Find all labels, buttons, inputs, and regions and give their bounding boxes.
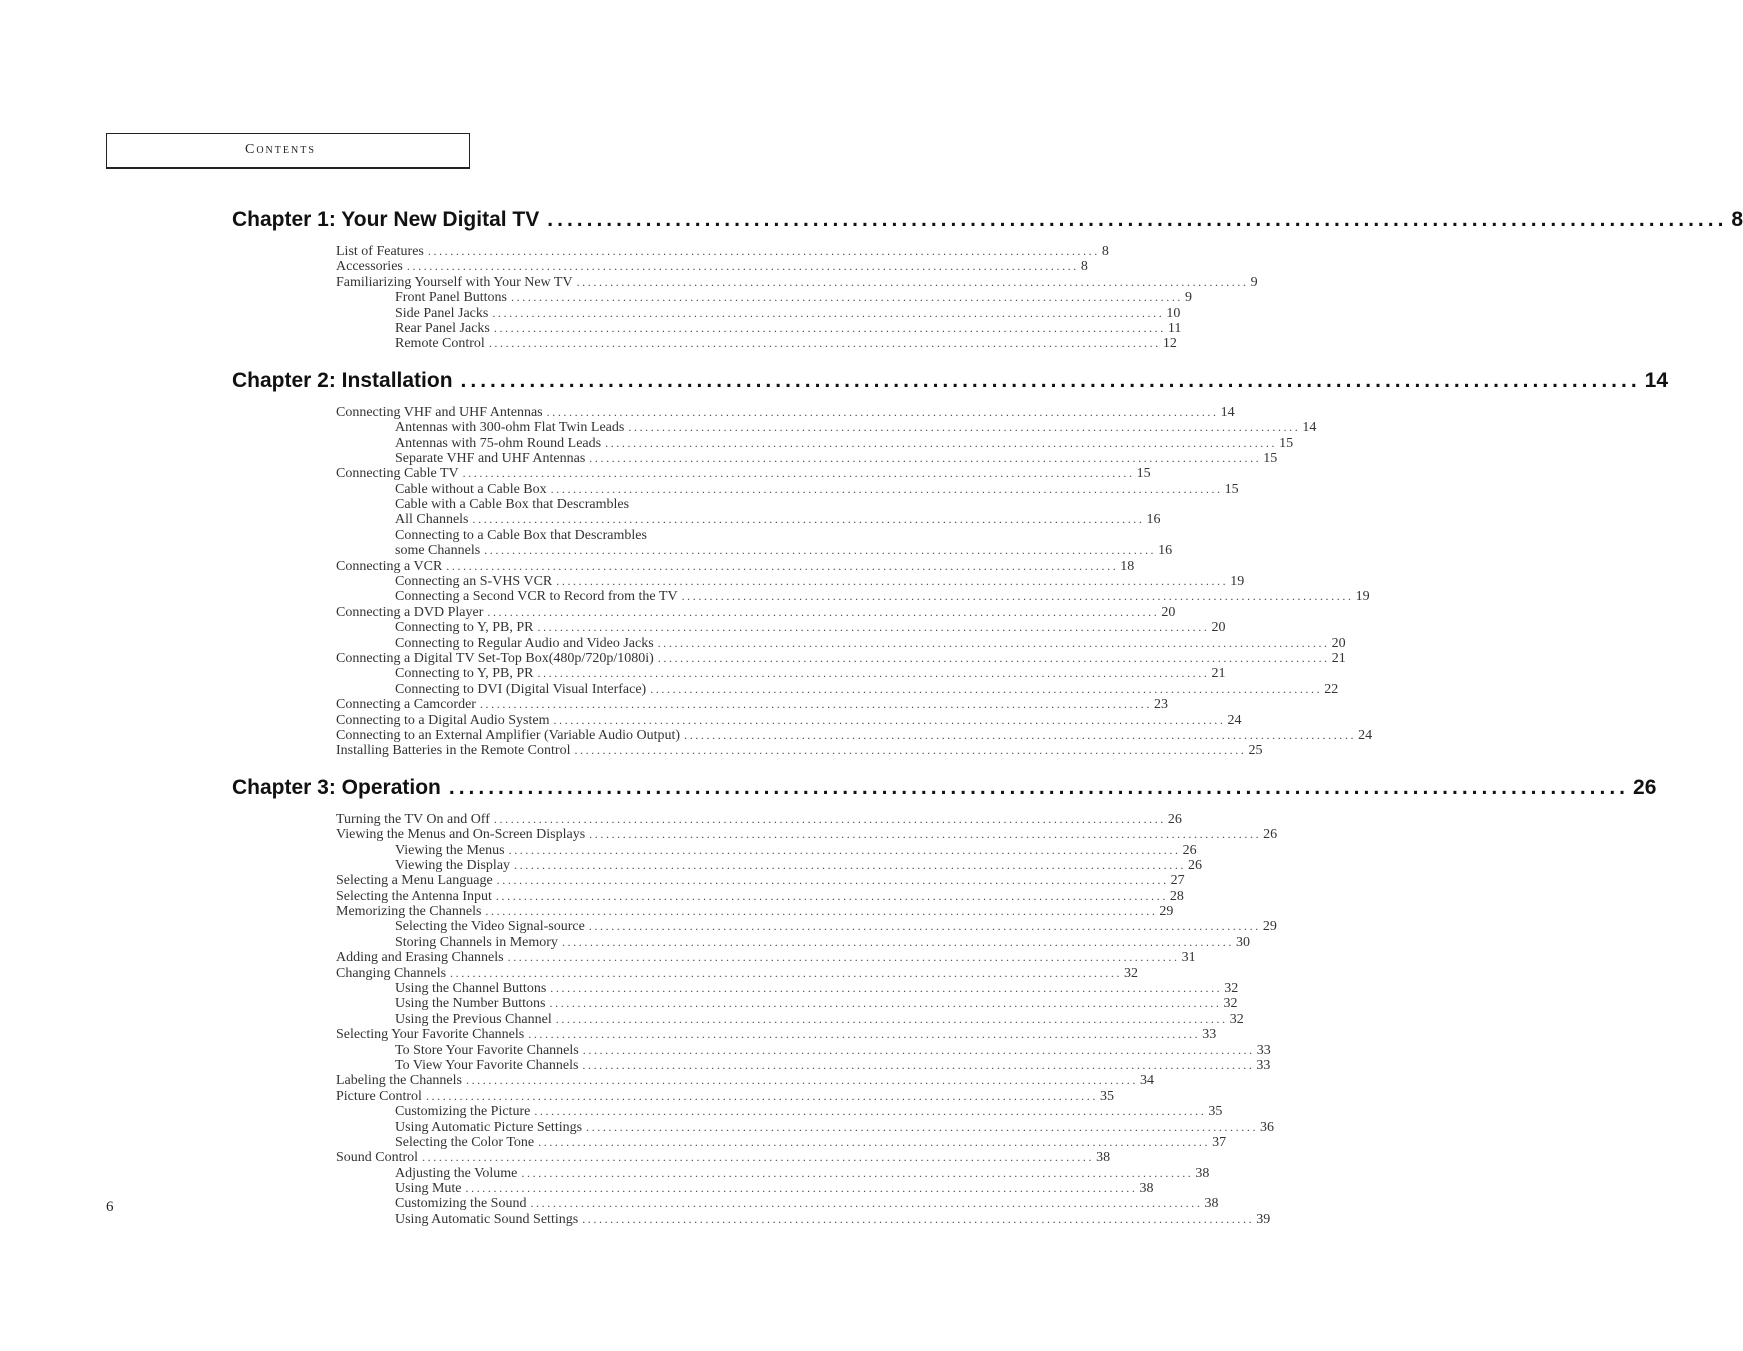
toc-entry-title: Selecting the Video Signal-source [395, 919, 585, 935]
dot-leader: ........................................................................................................................ [462, 466, 1135, 481]
dot-leader: ........................................................................................................................ [657, 635, 1330, 650]
dot-leader: ........................................................................................................................ [528, 1027, 1201, 1042]
dot-leader: ........................................................................................................................ [460, 368, 1641, 392]
toc-entry-page-number: 38 [1139, 1181, 1154, 1197]
chapter-heading[interactable] [232, 775, 1657, 810]
toc-entry[interactable] [232, 435, 1294, 451]
toc-entry[interactable] [232, 1057, 1271, 1073]
toc-entry-title: Sound Control [336, 1150, 419, 1166]
toc-entry-title: Viewing the Menus [395, 842, 505, 858]
chapter-heading[interactable] [232, 208, 1743, 242]
toc-entry[interactable] [232, 712, 1242, 728]
toc-entry[interactable] [232, 842, 1197, 858]
toc-entry-page-number: 32 [1224, 981, 1239, 997]
dot-leader: ........................................................................................................................ [534, 1104, 1207, 1119]
toc-entry[interactable] [232, 904, 1174, 920]
toc-entry-page-number: 37 [1212, 1134, 1227, 1150]
dot-leader: ........................................................................................................................ [546, 404, 1219, 419]
toc-entry-page-number: 10 [1166, 305, 1181, 321]
toc-entry[interactable] [232, 574, 1245, 590]
toc-entry[interactable] [232, 1119, 1275, 1135]
toc-entry-title: Cable with a Cable Box that Descrambles [395, 497, 630, 513]
toc-entry[interactable] [232, 811, 1182, 827]
dot-leader: ........................................................................................................................ [508, 842, 1181, 857]
toc-entry[interactable] [232, 512, 1161, 528]
dot-leader: ........................................................................................................................ [450, 965, 1123, 980]
dot-leader: ........................................................................................................................ [589, 450, 1262, 465]
toc-entry-page-number: 8 [1080, 259, 1088, 275]
chapter-page-number: 14 [1644, 368, 1669, 392]
toc-entry-title: Connecting a DVD Player [336, 604, 484, 620]
toc-entry[interactable] [232, 244, 1109, 259]
chapter-entries [232, 244, 1258, 352]
toc-entry[interactable] [232, 589, 1370, 605]
toc-entry-page-number: 33 [1256, 1057, 1271, 1073]
chapter-entries [232, 404, 1373, 759]
toc-entry-title: Using the Channel Buttons [395, 981, 547, 997]
toc-entry-page-number: 26 [1188, 857, 1203, 873]
page-title: Contents [245, 142, 316, 157]
toc-entry-title: To View Your Favorite Channels [395, 1057, 579, 1073]
dot-leader: ........................................................................................................................ [582, 1211, 1255, 1226]
toc-entry-page-number: 29 [1159, 904, 1174, 920]
toc-entry-title: Connecting a Second VCR to Record from the TV [395, 589, 678, 605]
toc-entry-page-number: 19 [1230, 574, 1245, 590]
toc-entry-page-number: 32 [1124, 965, 1139, 981]
toc-entry[interactable] [232, 1042, 1271, 1058]
toc-entry-title: Connecting a Camcorder [336, 697, 476, 713]
toc-entry-page-number: 26 [1263, 827, 1278, 843]
chapter-page-number: 26 [1633, 775, 1657, 799]
dot-leader: ........................................................................................................................ [511, 290, 1184, 305]
toc-entry[interactable] [232, 1211, 1271, 1227]
dot-leader: ........................................................................................................................ [586, 1119, 1259, 1134]
dot-leader: ........................................................................................................................ [514, 857, 1187, 872]
dot-leader: ........................................................................................................................ [553, 712, 1226, 727]
toc-entry-page-number: 8 [1101, 244, 1109, 259]
toc-entry[interactable] [232, 827, 1278, 843]
toc-entry-title: Rear Panel Jacks [395, 320, 490, 336]
toc-entry-title: Using the Previous Channel [395, 1011, 552, 1027]
toc-entry-page-number: 21 [1211, 666, 1226, 682]
toc-entry-page-number: 39 [1256, 1211, 1271, 1227]
toc-entry-page-number: 20 [1211, 620, 1226, 636]
toc-entry-title: Connecting a Digital TV Set-Top Box(480p/720p/1080i) [336, 650, 654, 666]
toc-entry-title: Connecting an S-VHS VCR [395, 574, 553, 590]
dot-leader: ........................................................................................................................ [530, 1196, 1203, 1211]
toc-entry-title: Familiarizing Yourself with Your New TV [336, 274, 573, 290]
toc-entry[interactable] [232, 274, 1258, 290]
toc-entry-title: Antennas with 75-ohm Round Leads [395, 435, 602, 451]
dot-leader: ........................................................................................................................ [496, 873, 1169, 888]
chapter-title: Chapter 3: Operation [232, 775, 441, 799]
toc-entry[interactable] [232, 934, 1250, 950]
dot-leader: ........................................................................................................................ [684, 727, 1357, 742]
toc-entry-title: Customizing the Sound [395, 1196, 527, 1212]
dot-leader: ........................................................................................................................ [589, 827, 1262, 842]
toc-entry[interactable] [232, 981, 1239, 997]
toc-entry[interactable] [232, 635, 1346, 651]
toc-entry-page-number: 35 [1208, 1104, 1223, 1120]
toc-entry-page-number: 15 [1136, 466, 1151, 482]
toc-entry-page-number: 18 [1120, 558, 1135, 574]
toc-entry-title: Selecting a Menu Language [336, 873, 493, 889]
dot-leader: ........................................................................................................................ [588, 919, 1261, 934]
toc-entry[interactable] [232, 543, 1173, 559]
toc-entry[interactable] [232, 888, 1184, 904]
toc-entry-page-number: 14 [1220, 404, 1235, 420]
toc-entry-page-number: 16 [1158, 543, 1173, 559]
toc-entry-title: Using Automatic Picture Settings [395, 1119, 583, 1135]
toc-entry[interactable] [232, 1150, 1111, 1166]
toc-entry[interactable] [232, 666, 1226, 682]
toc-entry-title: Viewing the Menus and On-Screen Displays [336, 827, 586, 843]
dot-leader: ........................................................................................................................ [549, 996, 1222, 1011]
toc-entry-title: Storing Channels in Memory [395, 934, 558, 950]
toc-entry[interactable] [232, 336, 1177, 352]
toc-entry[interactable] [232, 965, 1139, 981]
dot-leader: ........................................................................................................................ [574, 743, 1247, 758]
dot-leader: ........................................................................................................................ [492, 305, 1165, 320]
toc-entry-page-number: 24 [1358, 727, 1373, 743]
toc-entry-page-number: 16 [1146, 512, 1161, 528]
toc-entry-page-number: 9 [1185, 290, 1193, 306]
toc-entry-page-number: 9 [1250, 274, 1258, 290]
toc-entry-title: Selecting the Antenna Input [336, 888, 492, 904]
toc-entry[interactable] [232, 404, 1235, 420]
dot-leader: ........................................................................................................................ [628, 420, 1301, 435]
toc-entry[interactable] [232, 466, 1151, 482]
dot-leader: ........................................................................................................................ [582, 1042, 1255, 1057]
toc-entry-page-number: 31 [1181, 950, 1196, 966]
dot-leader: ........................................................................................................................ [576, 274, 1249, 289]
contents-header-box [106, 133, 470, 169]
toc-entry-title: All Channels [395, 512, 469, 528]
toc-entry-page-number: 27 [1170, 873, 1185, 889]
dot-leader: ........................................................................................................................ [493, 811, 1166, 826]
toc-entry-page-number: 11 [1167, 320, 1182, 336]
toc-entry-page-number: 33 [1202, 1027, 1217, 1043]
toc-entry-title: Installing Batteries in the Remote Control [336, 743, 571, 759]
table-of-contents [232, 208, 1743, 1244]
toc-entry-page-number: 34 [1139, 1073, 1154, 1089]
toc-entry-title: Accessories [336, 259, 403, 275]
toc-entry-page-number: 38 [1204, 1196, 1219, 1212]
dot-leader: ........................................................................................................................ [495, 888, 1168, 903]
toc-entry-page-number: 23 [1153, 697, 1168, 713]
toc-entry[interactable] [232, 857, 1203, 873]
toc-entry[interactable] [232, 497, 804, 512]
toc-entry-title: Adjusting the Volume [395, 1165, 518, 1181]
dot-leader: ........................................................................................................................ [487, 604, 1160, 619]
dot-leader: ........................................................................................................................ [507, 950, 1180, 965]
toc-entry[interactable] [232, 420, 1317, 436]
dot-leader: ........................................................................................................................ [465, 1073, 1138, 1088]
toc-entry-title: To Store Your Favorite Channels [395, 1042, 579, 1058]
dot-leader: ........................................................................................................................ [406, 259, 1079, 274]
dot-leader: ........................................................................................................................ [446, 558, 1119, 573]
toc-entry[interactable] [232, 320, 1182, 336]
toc-entry-page-number: 36 [1260, 1119, 1275, 1135]
toc-entry-title: some Channels [395, 543, 481, 559]
toc-entry-title: Using Mute [395, 1181, 462, 1197]
toc-entry-title: Cable without a Cable Box [395, 481, 547, 497]
dot-leader: ........................................................................................................................ [550, 981, 1223, 996]
toc-entry-page-number: 24 [1227, 712, 1242, 728]
dot-leader: ........................................................................................................................ [472, 512, 1145, 527]
toc-entry[interactable] [232, 1165, 1210, 1181]
toc-entry-title: Labeling the Channels [336, 1073, 462, 1089]
dot-leader: ........................................................................................................................ [582, 1057, 1255, 1072]
chapter-heading[interactable] [232, 368, 1669, 403]
toc-entry-title: Selecting Your Favorite Channels [336, 1027, 525, 1043]
toc-entry-page-number: 21 [1331, 650, 1346, 666]
toc-entry-title: Separate VHF and UHF Antennas [395, 450, 586, 466]
toc-entry-page-number: 12 [1162, 336, 1177, 352]
dot-leader: ........................................................................................................................ [555, 1011, 1228, 1026]
dot-leader: ........................................................................................................................ [550, 481, 1223, 496]
toc-entry-title: Connecting a VCR [336, 558, 443, 574]
toc-entry-page-number: 19 [1355, 589, 1370, 605]
toc-entry[interactable] [232, 450, 1278, 466]
page-number: 6 [106, 1199, 114, 1215]
toc-entry-title: Connecting to a Digital Audio System [336, 712, 550, 728]
toc-entry-title: Connecting VHF and UHF Antennas [336, 404, 543, 420]
toc-entry-page-number: 28 [1169, 888, 1184, 904]
toc-entry[interactable] [232, 1088, 1114, 1104]
toc-entry-page-number: 20 [1331, 635, 1346, 651]
chapter-title: Chapter 2: Installation [232, 368, 453, 392]
toc-entry[interactable] [232, 1027, 1217, 1043]
dot-leader: ........................................................................................................................ [427, 244, 1100, 258]
toc-entry[interactable] [232, 681, 1339, 697]
toc-entry[interactable] [232, 743, 1263, 759]
toc-entry[interactable] [232, 558, 1135, 574]
toc-entry-page-number: 26 [1167, 811, 1182, 827]
toc-entry[interactable] [232, 650, 1346, 666]
toc-entry-title: Using Automatic Sound Settings [395, 1211, 579, 1227]
dot-leader: ........................................................................................................................ [547, 208, 1728, 231]
toc-entry-page-number: 33 [1256, 1042, 1271, 1058]
dot-leader: ........................................................................................................................ [521, 1165, 1194, 1180]
toc-entry-title: Front Panel Buttons [395, 290, 508, 306]
toc-entry[interactable] [232, 919, 1277, 935]
toc-entry-page-number: 26 [1182, 842, 1197, 858]
toc-entry-page-number: 32 [1223, 996, 1238, 1012]
toc-entry[interactable] [232, 1134, 1227, 1150]
toc-entry[interactable] [232, 1181, 1154, 1197]
chapter-entries [232, 811, 1278, 1228]
toc-entry-title: Antennas with 300-ohm Flat Twin Leads [395, 420, 625, 436]
toc-entry-page-number: 15 [1263, 450, 1278, 466]
dot-leader: ........................................................................................................................ [605, 435, 1278, 450]
toc-entry-page-number: 38 [1195, 1165, 1210, 1181]
dot-leader: ........................................................................................................................ [465, 1181, 1138, 1196]
toc-entry-title: Connecting to a Cable Box that Descrambles [395, 527, 647, 543]
toc-entry[interactable] [232, 697, 1168, 713]
toc-entry-title: Side Panel Jacks [395, 305, 489, 321]
toc-entry[interactable] [232, 1011, 1244, 1027]
toc-entry-title: Connecting to Y, PB, PR [395, 620, 534, 636]
toc-entry[interactable] [232, 873, 1185, 889]
dot-leader: ........................................................................................................................ [425, 1088, 1098, 1103]
chapter-title: Chapter 1: Your New Digital TV [232, 208, 540, 231]
toc-entry-page-number: 15 [1224, 481, 1239, 497]
toc-entry-title: Adding and Erasing Channels [336, 950, 504, 966]
toc-entry-page-number: 35 [1099, 1088, 1114, 1104]
toc-entry-title: Customizing the Picture [395, 1104, 531, 1120]
toc-entry[interactable] [232, 604, 1176, 620]
toc-entry-page-number: 32 [1229, 1011, 1244, 1027]
toc-entry-title: Connecting to Regular Audio and Video Jacks [395, 635, 654, 651]
toc-entry-title: Remote Control [395, 336, 485, 352]
toc-entry[interactable] [232, 305, 1181, 321]
toc-entry-page-number: 14 [1302, 420, 1317, 436]
toc-entry-title: Memorizing the Channels [336, 904, 482, 920]
dot-leader: ........................................................................................................................ [681, 589, 1354, 604]
dot-leader: ........................................................................................................................ [484, 543, 1157, 558]
toc-entry[interactable] [232, 259, 1088, 275]
dot-leader: ........................................................................................................................ [448, 775, 1630, 799]
toc-entry[interactable] [232, 727, 1373, 743]
toc-entry-page-number: 15 [1279, 435, 1294, 451]
toc-entry[interactable] [232, 528, 804, 543]
toc-entry-page-number: 25 [1248, 743, 1263, 759]
dot-leader: ........................................................................................................................ [485, 904, 1158, 919]
toc-entry-title: Connecting to an External Amplifier (Variable Audio Output) [336, 727, 681, 743]
toc-entry-page-number: 20 [1161, 604, 1176, 620]
toc-entry[interactable] [232, 620, 1226, 636]
toc-entry-page-number: 29 [1262, 919, 1277, 935]
toc-entry-title: List of Features [336, 244, 424, 259]
toc-entry-title: Connecting Cable TV [336, 466, 459, 482]
toc-entry[interactable] [232, 996, 1238, 1012]
toc-entry[interactable] [232, 1073, 1154, 1089]
toc-entry-title: Connecting to DVI (Digital Visual Interface) [395, 681, 647, 697]
toc-entry[interactable] [232, 1104, 1223, 1120]
toc-entry-title: Picture Control [336, 1088, 422, 1104]
dot-leader: ........................................................................................................................ [538, 1134, 1211, 1149]
dot-leader: ........................................................................................................................ [422, 1150, 1095, 1165]
dot-leader: ........................................................................................................................ [493, 320, 1166, 335]
toc-entry-page-number: 38 [1096, 1150, 1111, 1166]
toc-entry[interactable] [232, 950, 1196, 966]
dot-leader: ........................................................................................................................ [537, 666, 1210, 681]
dot-leader: ........................................................................................................................ [479, 697, 1152, 712]
toc-entry-title: Connecting to Y, PB, PR [395, 666, 534, 682]
toc-entry-page-number: 22 [1324, 681, 1339, 697]
dot-leader: ........................................................................................................................ [657, 650, 1330, 665]
dot-leader: ........................................................................................................................ [556, 574, 1229, 589]
toc-entry[interactable] [232, 1196, 1219, 1212]
dot-leader: ........................................................................................................................ [650, 681, 1323, 696]
toc-entry-title: Turning the TV On and Off [336, 811, 490, 827]
toc-entry[interactable] [232, 481, 1239, 497]
dot-leader: ........................................................................................................................ [488, 336, 1161, 351]
toc-entry-title: Using the Number Buttons [395, 996, 546, 1012]
chapter-page-number: 8 [1731, 208, 1743, 231]
dot-leader: ........................................................................................................................ [537, 620, 1210, 635]
toc-entry[interactable] [232, 290, 1193, 306]
toc-entry-page-number: 30 [1235, 934, 1250, 950]
toc-entry-title: Selecting the Color Tone [395, 1134, 535, 1150]
toc-entry-title: Viewing the Display [395, 857, 511, 873]
toc-entry-title: Changing Channels [336, 965, 447, 981]
dot-leader: ........................................................................................................................ [561, 934, 1234, 949]
